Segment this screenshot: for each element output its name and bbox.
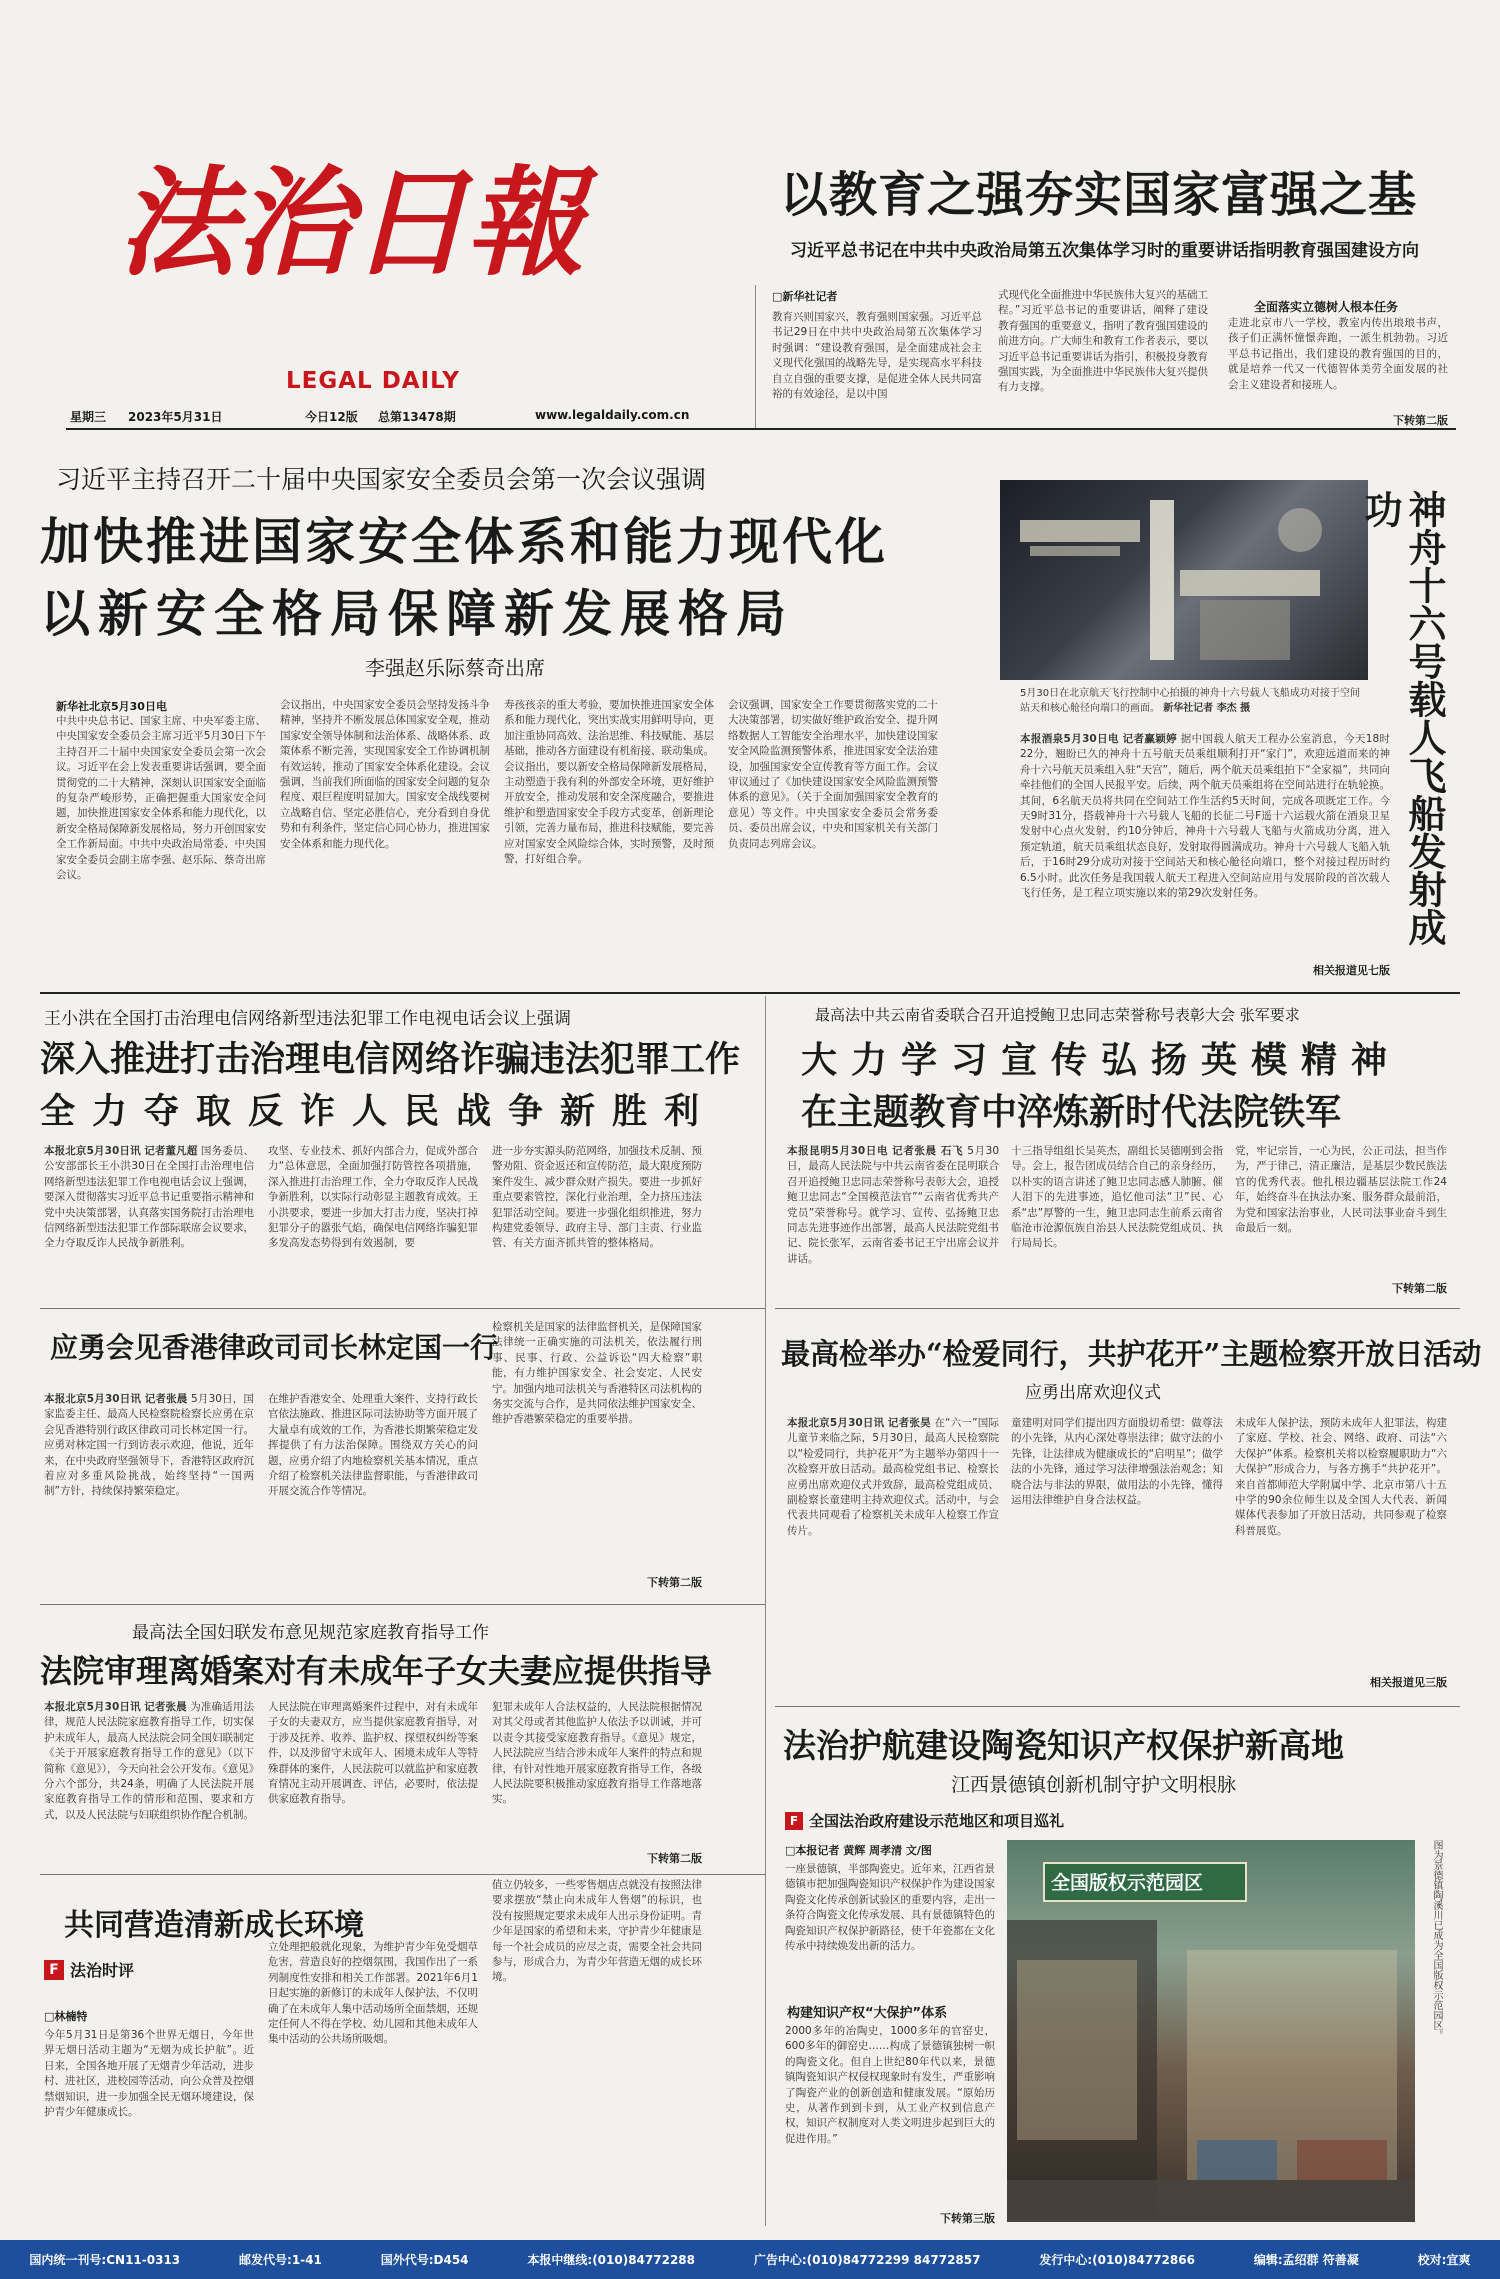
footer-bar	[0, 2240, 1500, 2279]
court-dateline: 本报昆明5月30日电	[787, 1145, 889, 1157]
ip-more[interactable]: 下转第三版	[940, 2212, 995, 2225]
fraud-reporter: 记者董凡超	[144, 1145, 198, 1157]
footer-item: 校对:宜爽	[1417, 2253, 1471, 2267]
lead-col1: 中共中央总书记、国家主席、中央军委主席、中央国家安全委员会主席习近平5月30日下午主持召开二十届中央国家安全委员会第一次会议。习近平在会上发表重要讲话强调，要全面贯彻党的二十大精神，深刻认识国家安全面临的复杂严峻形势，正确把握重大国家安全问题，加快推进国家安全体系和能力现代化，以新安全格局保障新发展格局，努力开创国家安全工作新局面。中共中央政治局常委、中央国家安全委员会副主席李强、赵乐际、蔡奇出席会议。	[56, 715, 266, 882]
lead-kicker: 习近平主持召开二十届中央国家安全委员会第一次会议强调	[56, 465, 707, 494]
spp-col2: 童建明对同学们提出四方面殷切希望：做尊法的小先锋，从内心深处尊崇法律；做守法的小先锋，让法律成为健康成长的“启明星”；做学法的小先锋，通过学习法律增强法治观念；知晓合法与非法的界限，做用法的小先锋，懂得运用法律维护自身合法权益。	[1011, 1417, 1223, 1507]
divorce-kicker: 最高法全国妇联发布意见规范家庭教育指导工作	[132, 1623, 489, 1643]
footer-item: 编辑:孟绍群 符善凝	[1253, 2253, 1359, 2267]
court-more[interactable]: 下转第二版	[1392, 1282, 1447, 1295]
divorce-more[interactable]: 下转第二版	[647, 1852, 702, 1865]
footer-item: 广告中心:(010)84772299 84772857	[753, 2253, 981, 2267]
fraud-kicker: 王小洪在全国打击治理电信网络新型违法犯罪工作电视电话会议上强调	[44, 1009, 571, 1029]
shenzhou-more[interactable]: 相关报道见七版	[1313, 964, 1390, 977]
lead-col2: 会议指出，中央国家安全委员会坚持发扬斗争精神，坚持并不断发展总体国家安全观，推动国家安全领导体制和法治体系、战略体系、政策体系不断完善，实现国家安全工作协调机制有效运转，推动了国家安全体系化建设。会议强调，当前我们所面临的国家安全问题的复杂程度、艰巨程度明显加大。国家安全战线要树立战略自信、坚定必胜信心，充分看到自身优势和有利条件，坚定信心同心协力，推进国家安全体系和能力现代化。	[280, 699, 490, 850]
shenzhou-text: 本报酒泉5月30日电 记者赢颖婷 据中国载人航天工程办公室消息，今天18时22分，翘盼已久的神舟十五号航天员乘组顺利打开“家门”，欢迎远道而来的神舟十六号航天员乘组入驻“天宫”，随后，两个航天员乘组拍下“全家福”，共同向牵挂他们的全国人民报平安。后续，两个航天员乘组将在空间站进行在轨轮换。其间，6名航天员将共同在空间站工作生活约5天时间，完成各项既定工作。今天9时31分，搭载神舟十六号载人飞船的长征二号F遥十六运载火箭在酒泉卫星发射中心点火发射，约10分钟后，神舟十六号载人飞船与火箭成功分离，进入预定轨道，航天员乘组状态良好，发射取得圆满成功。神舟十六号载人飞船入轨后，于16时29分成功对接于空间站天和核心舱径向端口，整个对接过程历时约6.5小时。此次任务是我国载人航天工程进入空间站应用与发展阶段的首次载人飞行任务，是工程立项实施以来的第29次发射任务。	[1020, 733, 1390, 900]
spp-headline: 最高检举办“检爱同行，共护花开”主题检察开放日活动	[781, 1337, 1482, 1371]
pottery-park-photo	[1007, 1840, 1415, 2222]
shenzhou-headline: 神舟十六号载人飞船发射成功	[1358, 490, 1447, 946]
ip-byline: □本报记者 黄辉 周孝清 文/图	[785, 1844, 932, 1857]
storefront-icon	[1007, 1840, 1415, 2222]
ip-headline: 法治护航建设陶瓷知识产权保护新高地	[783, 1726, 1344, 1765]
column-logo-icon: F	[44, 1960, 64, 1980]
masthead-pages: 今日12版	[305, 410, 358, 424]
space-station-icon	[1000, 480, 1368, 680]
editorial-col2: 立处理把般就化现象，为维护青少年免受烟草危害，营造良好的控烟氛围，我国作出了一系列制度性安排和相关工作部署。2021年6月1日起实施的新修订的未成年人保护法，不仅明确了在未成年人集中活动场所全面禁烟，还规定任何人不得在学校、幼儿园和其他未成年人集中活动的公共场所吸烟。	[268, 1941, 478, 2046]
masthead-date: 2023年5月31日	[128, 410, 223, 424]
masthead-title: 法治日報	[118, 153, 583, 292]
hk-dateline: 本报北京5月30日讯	[44, 1393, 142, 1405]
lead-story	[40, 440, 990, 990]
footer-item: 国外代号:D454	[380, 2253, 469, 2267]
spp-story	[775, 1312, 1482, 1702]
lead-dateline: 新华社北京5月30日电	[56, 700, 167, 713]
fraud-col2: 攻坚、专业技术、抓好内部合力，促成外部合力“总体意思，全面加强打防管控各项措施，深入推进打击治理工作，全力夺取反诈人民战争新胜利，以实际行动彰显主题教育成效。王小洪要求，要进一步加大打击力度，坚决打掉犯罪分子的嚣张气焰，确保电信网络诈骗犯罪多发高发态势得到有效遏制，要	[268, 1145, 478, 1250]
spp-col3: 未成年人保护法，预防未成年人犯罪法，构建了家庭、学校、社会、网络、政府、司法“六大保护”体系。检察机关将以检察履职助力“六大保护”形成合力，与各方携手“共护花开”。来自首都师范大学附属中学、北京市第八十五中学的90余位师生以及全国人大代表、新闻媒体代表参加了开放日活动，共同参观了检察科普展览。	[1235, 1417, 1447, 1537]
editorial-col3: 值立仍较多，一些零售烟店点就没有按照法律要求摆放“禁止向未成年人售烟”的标识，也没有按照规定要求未成年人出示身份证明。青少年是国家的希望和未来，守护青少年健康是每一个社会成员的应尽之责，需要全社会共同参与，形成合力，为青少年营造无烟的成长环境。	[492, 1879, 702, 1984]
lead-headline-2: 以新安全格局保障新发展格局	[40, 584, 794, 643]
top-story-headline: 以教育之强夯实国家富强之基	[780, 167, 1418, 223]
lead-subhead: 李强赵乐际蔡奇出席	[365, 656, 545, 680]
lead-col3: 寿孩孩亲的重大考验，要加快推进国家安全体系和能力现代化，突出实战实用鲜明导向，更加注重协同高效、法治思维、科技赋能、基层基础，推动各方面建设有机衔接、联动集成。会议指出，要以新安全格局保障新发展格局，主动塑造于我有利的外部安全环境，更好维护开放安全，推动发展和安全深度融合，要推进维护和塑造国家安全手段方式变革，创新理论引领，完善力量布局，推进科技赋能，要完善应对国家安全风险综合体，实时预警，及时预警，打好组合拳。	[504, 699, 714, 866]
square-icon: □	[772, 290, 783, 303]
top-story-col2: 式现代化全面推进中华民族伟大复兴的基础工程。”习近平总书记的重要讲话，阐释了建设教育强国的重要意义，指明了教育强国建设的前进方向。广大师生和教育工作者表示，要以习近平总书记重要讲话为指引，积极投身教育强国实践，为全面推进中华民族伟大复兴提供有力支撑。	[998, 289, 1208, 394]
masthead-title-en: LEGAL DAILY	[286, 368, 460, 394]
shenzhou-caption: 5月30日在北京航天飞行控制中心拍摄的神舟十六号载人飞船成功对接于空间站天和核心舱径向端口的画面。 新华社记者 李杰 摄	[1020, 688, 1360, 714]
column-logo-icon: F	[785, 1812, 803, 1830]
hk-more[interactable]: 下转第二版	[647, 1576, 702, 1589]
court-col3: 党，牢记宗旨，一心为民，公正司法，担当作为，严于律己，清正廉洁，是基层少数民族法官的优秀代表。他扎根边疆基层法院工作24年，始终奋斗在执法办案、服务群众最前沿，为党和国家法治事业，人民司法事业奋斗到生命最后一刻。	[1235, 1145, 1447, 1235]
court-col1: 本报昆明5月30日电 记者张晨 石飞 5月30日，最高人民法院与中共云南省委在昆明联合召开追授鲍卫忠同志荣誉称号表彰大会，追授鲍卫忠同志“全国模范法官”“云南省优秀共产党员”荣誉称号。就学习、宣传、弘扬鲍卫忠同志先进事迹作出部署，最高人民法院党组书记、院长张军，云南省委书记王宁出席会议并讲话。	[787, 1145, 999, 1265]
spp-dateline: 本报北京5月30日讯	[787, 1417, 885, 1429]
court-story	[775, 996, 1465, 1306]
court-col2: 十三指导组组长吴英杰，副组长吴德刚到会指导。会上，报告团成员结合自己的亲身经历，以朴实的语言讲述了鲍卫忠同志感人肺腑、催人泪下的先进事迹，追忆他司法“卫”民、心系“忠”厚警的一生，鲍卫忠同志生前系云南省临沧市沧源佤族自治县人民法院党组成员、执行局局长。	[1011, 1145, 1223, 1250]
park-sign-text: 全国版权示范园区	[1051, 1872, 1204, 1894]
editorial-author: □林楠特	[44, 2010, 88, 2023]
space-station-photo	[1000, 480, 1368, 680]
court-headline-1: 大力学习宣传弘扬英模精神	[801, 1039, 1402, 1081]
divorce-story	[40, 1608, 760, 1870]
top-story-subhead: 习近平总书记在中共中央政治局第五次集体学习时的重要讲话指明教育强国建设方向	[790, 241, 1419, 261]
footer-item: 国内统一刊号:CN11-0313	[29, 2253, 181, 2267]
hk-col3: 检察机关是国家的法律监督机关，是保障国家法律统一正确实施的司法机关，依法履行刑事、民事、行政、公益诉讼“四大检察”职能，有力维护国家安全、社会安定、人民安宁。加强内地司法机关与香港特区司法机构的务实交流与合作，是共同依法维护国家安全、维护香港繁荣稳定的重要举措。	[492, 1321, 702, 1426]
masthead-issue: 总第13478期	[378, 410, 456, 424]
hk-reporter: 记者张晨	[144, 1393, 188, 1405]
top-story	[760, 150, 1460, 428]
fraud-col3: 进一步夯实源头防范网络，加强技术反制、预警劝阻、资金返还和宣传防范，最大限度预防案件发生、减少群众财产损失。要进一步抓好重点要素管控，深化行业治理，全力挤压违法犯罪活动空间。要进一步强化组织推进，努力构建党委领导、政府主导、部门主责、行业监管、有关方面齐抓共管的整体格局。	[492, 1145, 702, 1250]
ip-photo-caption: 图为景德镇陶溪川已成为全国版权示范园区。	[1431, 1840, 1442, 2040]
shenzhou-dateline: 本报酒泉5月30日电	[1020, 733, 1119, 745]
fraud-headline-2: 全力夺取反诈人民战争新胜利	[40, 1091, 717, 1132]
divorce-col3: 犯罪未成年人合法权益的，人民法院根据情况对其父母或者其他监护人依法予以训诫，并可以责令其接受家庭教育指导。《意见》规定，人民法院应当结合涉未成年人案件的特点和规律，有针对性地开展家庭教育指导工作，各级人民法院要积极推动家庭教育指导工作落地落实。	[492, 1701, 702, 1806]
editorial-column-name: 法治时评	[70, 1961, 135, 1980]
divorce-headline: 法院审理离婚案对有未成年子女夫妻应提供指导	[40, 1652, 713, 1690]
ip-col1b: 2000多年的冶陶史，1000多年的官窑史，600多年的御窑史……构成了景德镇独树一帜的陶瓷文化。但自上世纪80年代以来，景德镇陶瓷知识产权侵权现象时有发生，严重影响了陶瓷产业的创新创造和健康发展。“原始历史，从著作到到卡到，从工业产权到信息产权，知识产权制度对人类文明进步起到巨大的促进作用。”	[785, 2025, 995, 2145]
court-kicker: 最高法中共云南省委联合召开追授鲍卫忠同志荣誉称号表彰大会 张军要求	[815, 1006, 1300, 1024]
spp-reporter: 记者张昊	[887, 1417, 931, 1429]
top-story-byline: □新华社记者	[772, 290, 838, 303]
fraud-col1: 本报北京5月30日讯 记者董凡超 国务委员、公安部部长王小洪30日在全国打击治理电信网络新型违法犯罪工作电视电话会议上强调，要深入贯彻落实习近平总书记重要指示精神和党中央决策部署，认真落实国务院打击治理电信网络新型违法犯罪工作部际联席会议要求，全力夺取反诈人民战争新胜利。	[44, 1145, 254, 1250]
footer-item: 邮发代号:1-41	[239, 2253, 322, 2267]
fraud-headline-1: 深入推进打击治理电信网络诈骗违法犯罪工作	[40, 1039, 741, 1080]
divorce-col1: 本报北京5月30日讯 记者张晨 为准确适用法律，规范人民法院家庭教育指导工作，切实保护未成年人，最高人民法院会同全国妇联制定《关于开展家庭教育指导工作的意见》（以下简称《意见》），今天向社会公开发布。《意见》分六个部分，共24条，明确了人民法院开展家庭教育指导工作的情形和范围、要求和方式，以及人民法院与妇联组织协作配合机制。	[44, 1701, 254, 1821]
square-icon: □	[44, 2010, 55, 2023]
hk-col2: 在维护香港安全、处理重大案件、支持行政长官依法施政、推进区际司法协助等方面开展了大量卓有成效的工作，为香港长期繁荣稳定发挥提供了有力法治保障。围绕双方关心的问题，应勇介绍了内地检察机关基本情况，重点介绍了检察机关法律监督职能，与香港律政司开展交流合作等情况。	[268, 1393, 478, 1498]
square-icon: □	[785, 1844, 796, 1857]
lead-col4: 会议强调，国家安全工作要贯彻落实党的二十大决策部署，切实做好维护政治安全、提升网络数据人工智能安全治理水平，加快建设国家安全风险监测预警体系，推进国家安全法治建设，加强国家安全宣传教育等方面工作。会议审议通过了《加快建设国家安全风险监测预警体系的意见》。（关于全面加强国家安全教育的意见）等文件。中央国家安全委员会常务委员、委员出席会议，中央和国家机关有关部门负责同志列席会议。	[728, 699, 938, 850]
court-reporter: 记者张晨 石飞	[892, 1145, 964, 1157]
hk-col1: 本报北京5月30日讯 记者张晨 5月30日，国家监委主任、最高人民检察院检察长应勇在京会见香港特别行政区律政司司长林定国一行。应勇对林定国一行到访表示欢迎，他说，近年来，在中央政府坚强领导下，香港特区政府沉着应对多重风险挑战，始终坚持“一国两制”方针，持续保持繁荣稳定。	[44, 1393, 254, 1498]
hk-story	[40, 1312, 760, 1600]
spp-subhead: 应勇出席欢迎仪式	[1025, 1383, 1161, 1403]
court-headline-2: 在主题教育中淬炼新时代法院铁军	[801, 1091, 1342, 1133]
footer-item: 本报中继线:(010)84772288	[527, 2253, 696, 2267]
divorce-col2: 人民法院在审理离婚案件过程中，对有未成年子女的夫妻双方，应当提供家庭教育指导，对于涉及抚养、收养、监护权、探望权纠纷等案件，以及涉留守未成年人、困境未成年人等特殊群体的案件，人民法院可以就监护和家庭教育情况主动开展调查、评估，必要时，依法提供家庭教育指导。	[268, 1701, 478, 1806]
top-story-more[interactable]: 下转第二版	[1393, 414, 1448, 427]
footer-item: 发行中心:(010)84772866	[1039, 2253, 1195, 2267]
ip-subtitle: 构建知识产权“大保护”体系	[787, 2006, 948, 2021]
editorial-column-tag	[44, 1958, 134, 1981]
divorce-reporter: 记者张晨	[144, 1701, 187, 1713]
top-story-col3: 走进北京市八一学校，教室内传出琅琅书声，孩子们正满怀憧憬奔跑，一派生机勃勃。习近平总书记指出，我们建设的教育强国的目的，就是培养一代又一代德智体美劳全面发展的社会主义建设者和接班人。	[1228, 317, 1448, 391]
masthead-weekday: 星期三	[70, 410, 107, 424]
ip-story	[775, 1706, 1465, 2231]
shenzhou-reporter: 记者赢颖婷	[1122, 733, 1178, 745]
divorce-dateline: 本报北京5月30日讯	[44, 1701, 141, 1713]
ip-col1: 一座景德镇，半部陶瓷史。近年来，江西省景德镇市把加强陶瓷知识产权保护作为建设国家陶瓷文化传承创新试验区的重要内容，走出一条符合陶瓷文化传承发展、具有景德镇特色的陶瓷知识产权保护新路径，使千年瓷都在文化传承中持续焕发出新的活力。	[785, 1863, 995, 1953]
shenzhou-story	[1000, 480, 1460, 990]
masthead-url[interactable]: www.legaldaily.com.cn	[535, 408, 690, 422]
fraud-story	[40, 996, 760, 1306]
hk-headline: 应勇会见香港律政司司长林定国一行	[50, 1331, 499, 1364]
ip-series-title: 全国法治政府建设示范地区和项目巡礼	[809, 1812, 1065, 1830]
top-story-col3-title: 全面落实立德树人根本任务	[1254, 300, 1399, 314]
spp-more[interactable]: 相关报道见三版	[1370, 1676, 1447, 1689]
ip-series-tag	[785, 1810, 1064, 1831]
lead-headline-1: 加快推进国家安全体系和能力现代化	[40, 512, 888, 571]
ip-subhead: 江西景德镇创新机制守护文明根脉	[951, 1774, 1237, 1796]
shenzhou-caption-credit: 新华社记者 李杰 摄	[1163, 703, 1251, 714]
spp-col1: 本报北京5月30日讯 记者张昊 在“六一”国际儿童节来临之际，5月30日，最高人民检察院以“检爱同行，共护花开”为主题举办第四十一次检察开放日活动。最高检党组书记、检察长应勇出席欢迎仪式并致辞，最高检党组成员、副检察长童建明主持欢迎仪式。活动中，与会代表共同观看了检察机关未成年人检察工作宣传片。	[787, 1417, 999, 1537]
editorial-col1: 今年5月31日是第36个世界无烟日，今年世界无烟日活动主题为“无烟为成长护航”。近日来，全国各地开展了无烟青少年活动，进步村、进社区，进校园等活动，向公众普及控烟禁烟知识，进一步加强全民无烟环境建设，保护青少年健康成长。	[44, 2029, 254, 2119]
top-story-col1: 教育兴则国家兴，教育强则国家强。习近平总书记29日在中共中央政治局第五次集体学习时强调：“建设教育强国，是全面建成社会主义现代化强国的战略先导，是实现高水平科技自立自强的重要支撑，是促进全体人民共同富裕的有效途径，是以中国	[772, 311, 982, 401]
editorial	[40, 1878, 760, 2230]
editorial-headline: 共同营造清新成长环境	[64, 1908, 364, 1943]
fraud-dateline: 本报北京5月30日讯	[44, 1145, 141, 1157]
